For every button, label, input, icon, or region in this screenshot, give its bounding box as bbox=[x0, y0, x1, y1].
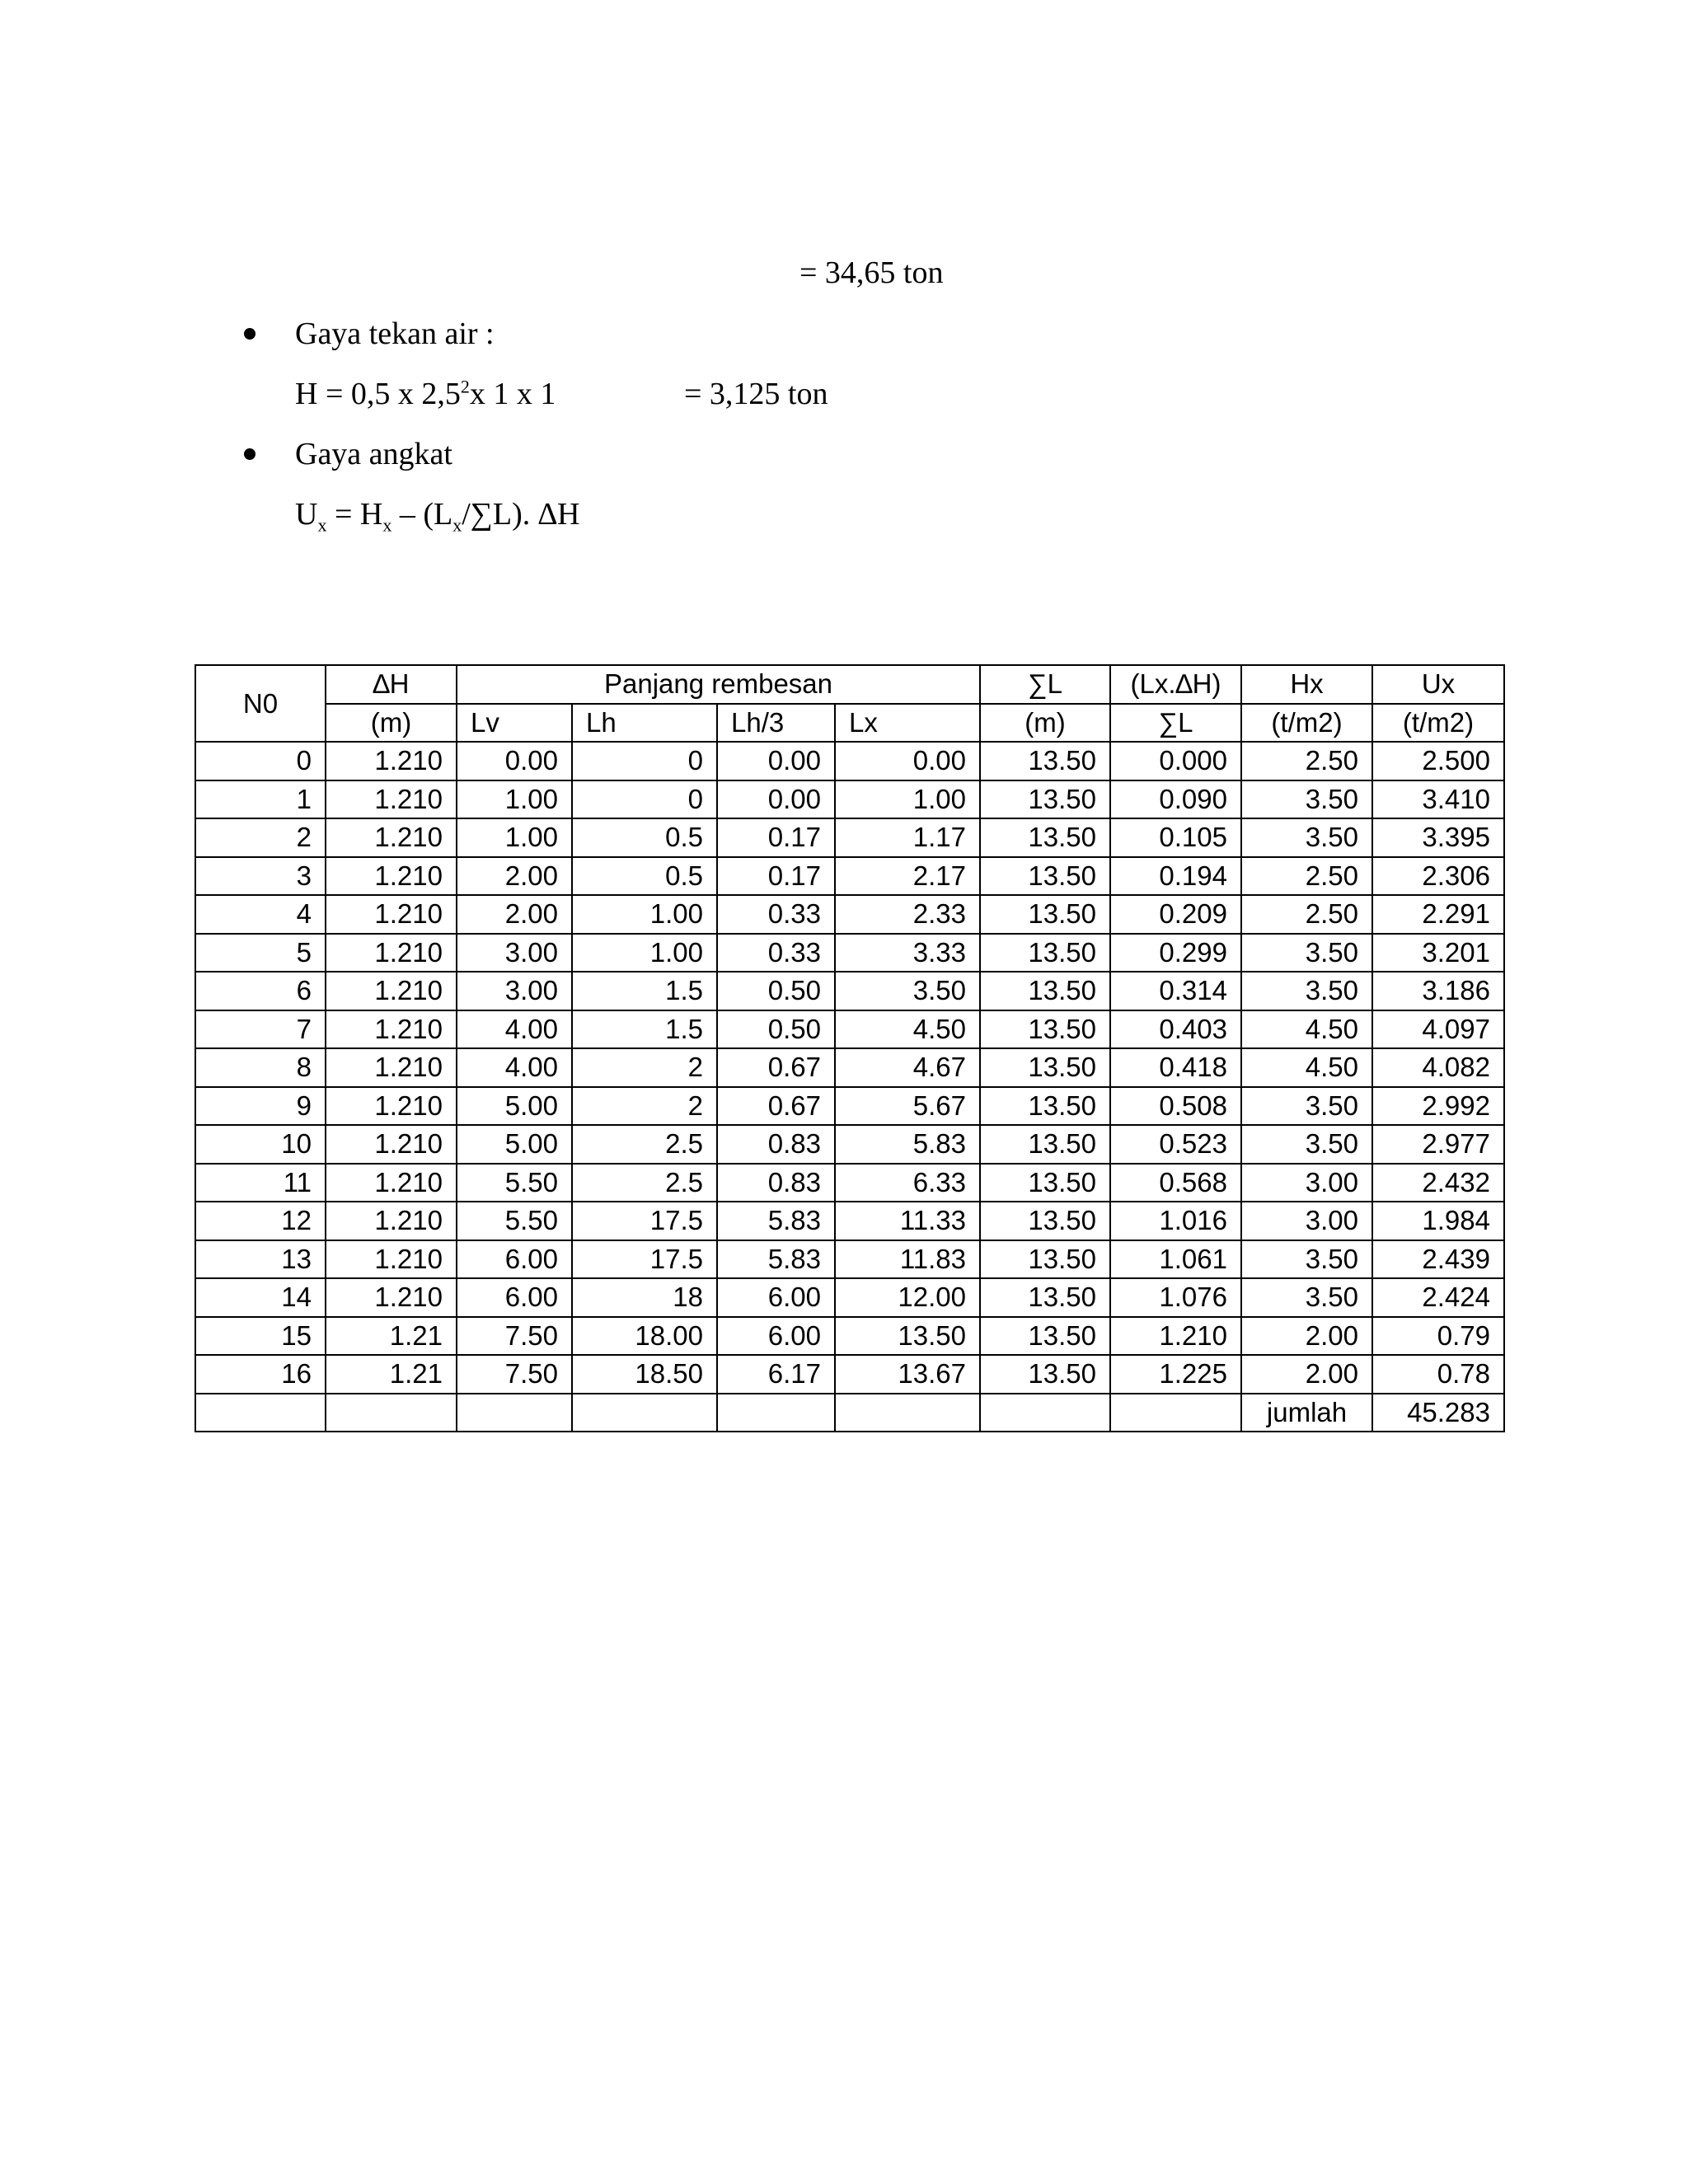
bullet-icon bbox=[244, 448, 256, 460]
cell-sum-l: 13.50 bbox=[980, 972, 1110, 1010]
item2-label: Gaya angkat bbox=[295, 437, 452, 471]
cell-lx: 4.50 bbox=[835, 1010, 980, 1049]
cell-ux: 2.306 bbox=[1372, 857, 1504, 896]
bullet-icon bbox=[244, 328, 256, 340]
cell-ux: 2.291 bbox=[1372, 895, 1504, 934]
cell-no: 13 bbox=[195, 1240, 326, 1279]
header-hx: Hx bbox=[1241, 665, 1372, 704]
cell-ratio: 1.076 bbox=[1110, 1278, 1241, 1317]
cell-empty bbox=[1110, 1394, 1241, 1432]
cell-ratio: 0.105 bbox=[1110, 818, 1241, 857]
cell-lv: 4.00 bbox=[457, 1010, 572, 1049]
total-value: 45.283 bbox=[1372, 1394, 1504, 1432]
cell-hx: 3.50 bbox=[1241, 1125, 1372, 1164]
cell-lh: 18 bbox=[572, 1278, 717, 1317]
cell-lv: 5.00 bbox=[457, 1125, 572, 1164]
cell-hx: 3.00 bbox=[1241, 1202, 1372, 1240]
table-header-row bbox=[195, 665, 1504, 704]
cell-ux: 4.082 bbox=[1372, 1048, 1504, 1087]
cell-ux: 3.201 bbox=[1372, 934, 1504, 972]
cell-sum-l: 13.50 bbox=[980, 1125, 1110, 1164]
cell-sum-l: 13.50 bbox=[980, 1087, 1110, 1126]
cell-dh: 1.21 bbox=[326, 1317, 457, 1356]
cell-hx: 3.50 bbox=[1241, 780, 1372, 819]
header-lh3: Lh/3 bbox=[717, 704, 835, 743]
cell-ratio: 0.299 bbox=[1110, 934, 1241, 972]
cell-ux: 2.992 bbox=[1372, 1087, 1504, 1126]
cell-ratio: 0.209 bbox=[1110, 895, 1241, 934]
cell-dh: 1.210 bbox=[326, 818, 457, 857]
cell-hx: 3.00 bbox=[1241, 1164, 1372, 1202]
cell-lv: 1.00 bbox=[457, 780, 572, 819]
header-sum-l: ∑L bbox=[980, 665, 1110, 704]
cell-lx: 2.33 bbox=[835, 895, 980, 934]
cell-hx: 2.50 bbox=[1241, 857, 1372, 896]
cell-lv: 3.00 bbox=[457, 934, 572, 972]
cell-lv: 2.00 bbox=[457, 895, 572, 934]
cell-lv: 5.50 bbox=[457, 1164, 572, 1202]
cell-dh: 1.210 bbox=[326, 780, 457, 819]
cell-ratio: 0.508 bbox=[1110, 1087, 1241, 1126]
cell-lv: 5.50 bbox=[457, 1202, 572, 1240]
table-row bbox=[195, 1164, 1504, 1202]
cell-ratio: 0.523 bbox=[1110, 1125, 1241, 1164]
cell-lh: 17.5 bbox=[572, 1202, 717, 1240]
cell-sum-l: 13.50 bbox=[980, 1164, 1110, 1202]
cell-sum-l: 13.50 bbox=[980, 1317, 1110, 1356]
header-lv: Lv bbox=[457, 704, 572, 743]
item1-label: Gaya tekan air : bbox=[295, 316, 495, 351]
cell-sum-l: 13.50 bbox=[980, 1202, 1110, 1240]
cell-lx: 11.83 bbox=[835, 1240, 980, 1279]
cell-lv: 2.00 bbox=[457, 857, 572, 896]
cell-ux: 2.439 bbox=[1372, 1240, 1504, 1279]
cell-lh3: 6.00 bbox=[717, 1278, 835, 1317]
cell-hx: 3.50 bbox=[1241, 1240, 1372, 1279]
table-row bbox=[195, 895, 1504, 934]
cell-lx: 4.67 bbox=[835, 1048, 980, 1087]
cell-ratio: 0.418 bbox=[1110, 1048, 1241, 1087]
cell-lh3: 0.00 bbox=[717, 780, 835, 819]
cell-dh: 1.210 bbox=[326, 857, 457, 896]
cell-dh: 1.210 bbox=[326, 1125, 457, 1164]
cell-lx: 2.17 bbox=[835, 857, 980, 896]
cell-ux: 3.410 bbox=[1372, 780, 1504, 819]
cell-lh3: 5.83 bbox=[717, 1202, 835, 1240]
cell-lx: 12.00 bbox=[835, 1278, 980, 1317]
cell-ratio: 0.568 bbox=[1110, 1164, 1241, 1202]
cell-hx: 4.50 bbox=[1241, 1010, 1372, 1049]
cell-dh: 1.210 bbox=[326, 1202, 457, 1240]
table-row bbox=[195, 972, 1504, 1010]
cell-lv: 4.00 bbox=[457, 1048, 572, 1087]
table-row bbox=[195, 1278, 1504, 1317]
cell-lh: 1.00 bbox=[572, 934, 717, 972]
cell-lh3: 0.33 bbox=[717, 934, 835, 972]
cell-no: 4 bbox=[195, 895, 326, 934]
cell-lv: 3.00 bbox=[457, 972, 572, 1010]
cell-lh3: 0.67 bbox=[717, 1048, 835, 1087]
header-dh-unit: (m) bbox=[326, 704, 457, 743]
table-row bbox=[195, 1010, 1504, 1049]
cell-dh: 1.210 bbox=[326, 934, 457, 972]
cell-lh3: 0.50 bbox=[717, 1010, 835, 1049]
cell-lh3: 0.33 bbox=[717, 895, 835, 934]
table-row bbox=[195, 1317, 1504, 1356]
cell-empty bbox=[457, 1394, 572, 1432]
cell-sum-l: 13.50 bbox=[980, 1048, 1110, 1087]
cell-sum-l: 13.50 bbox=[980, 1010, 1110, 1049]
cell-lv: 6.00 bbox=[457, 1278, 572, 1317]
cell-no: 15 bbox=[195, 1317, 326, 1356]
result-line: = 34,65 ton bbox=[799, 255, 944, 290]
cell-hx: 3.50 bbox=[1241, 818, 1372, 857]
table-row bbox=[195, 818, 1504, 857]
header-no: N0 bbox=[195, 665, 326, 742]
seepage-table bbox=[195, 664, 1505, 1432]
cell-no: 16 bbox=[195, 1355, 326, 1394]
cell-ratio: 0.314 bbox=[1110, 972, 1241, 1010]
cell-lh: 0.5 bbox=[572, 818, 717, 857]
table-row bbox=[195, 1240, 1504, 1279]
cell-sum-l: 13.50 bbox=[980, 1278, 1110, 1317]
header-ux: Ux bbox=[1372, 665, 1504, 704]
cell-dh: 1.210 bbox=[326, 1164, 457, 1202]
cell-lx: 0.00 bbox=[835, 742, 980, 780]
header-hx-unit: (t/m2) bbox=[1241, 704, 1372, 743]
cell-lh: 0 bbox=[572, 742, 717, 780]
cell-lx: 13.67 bbox=[835, 1355, 980, 1394]
header-panjang-rembesan: Panjang rembesan bbox=[457, 665, 980, 704]
cell-hx: 2.00 bbox=[1241, 1355, 1372, 1394]
cell-dh: 1.210 bbox=[326, 1010, 457, 1049]
cell-lv: 0.00 bbox=[457, 742, 572, 780]
cell-lh: 1.00 bbox=[572, 895, 717, 934]
cell-lh3: 6.00 bbox=[717, 1317, 835, 1356]
cell-ratio: 1.016 bbox=[1110, 1202, 1241, 1240]
table-header-row bbox=[195, 704, 1504, 743]
header-dh: ∆H bbox=[326, 665, 457, 704]
cell-lv: 7.50 bbox=[457, 1355, 572, 1394]
cell-no: 0 bbox=[195, 742, 326, 780]
item1-formula: H = 0,5 x $2,5^2x$ 1 x 1 bbox=[295, 376, 556, 411]
header-lx: Lx bbox=[835, 704, 980, 743]
cell-lx: 11.33 bbox=[835, 1202, 980, 1240]
table-row bbox=[195, 742, 1504, 780]
cell-dh: 1.210 bbox=[326, 742, 457, 780]
cell-sum-l: 13.50 bbox=[980, 818, 1110, 857]
cell-lh: 17.5 bbox=[572, 1240, 717, 1279]
table-row bbox=[195, 934, 1504, 972]
cell-ux: 2.500 bbox=[1372, 742, 1504, 780]
cell-no: 8 bbox=[195, 1048, 326, 1087]
cell-ratio: 1.061 bbox=[1110, 1240, 1241, 1279]
cell-ux: 1.984 bbox=[1372, 1202, 1504, 1240]
cell-lv: 7.50 bbox=[457, 1317, 572, 1356]
cell-lx: 5.67 bbox=[835, 1087, 980, 1126]
table-row bbox=[195, 1087, 1504, 1126]
cell-ux: 2.977 bbox=[1372, 1125, 1504, 1164]
cell-hx: 2.50 bbox=[1241, 742, 1372, 780]
cell-lh3: 6.17 bbox=[717, 1355, 835, 1394]
cell-no: 9 bbox=[195, 1087, 326, 1126]
cell-lh: 2 bbox=[572, 1048, 717, 1087]
cell-no: 11 bbox=[195, 1164, 326, 1202]
cell-lh3: 0.83 bbox=[717, 1125, 835, 1164]
cell-ratio: 0.000 bbox=[1110, 742, 1241, 780]
header-ratio: (Lx.∆H) bbox=[1110, 665, 1241, 704]
cell-lv: 1.00 bbox=[457, 818, 572, 857]
cell-no: 12 bbox=[195, 1202, 326, 1240]
cell-ux: 3.186 bbox=[1372, 972, 1504, 1010]
cell-empty bbox=[572, 1394, 717, 1432]
cell-lv: 6.00 bbox=[457, 1240, 572, 1279]
cell-lx: 13.50 bbox=[835, 1317, 980, 1356]
cell-sum-l: 13.50 bbox=[980, 1240, 1110, 1279]
cell-no: 5 bbox=[195, 934, 326, 972]
cell-hx: 3.50 bbox=[1241, 972, 1372, 1010]
cell-lv: 5.00 bbox=[457, 1087, 572, 1126]
table-row bbox=[195, 1048, 1504, 1087]
cell-empty bbox=[326, 1394, 457, 1432]
table-row bbox=[195, 1202, 1504, 1240]
cell-ux: 2.432 bbox=[1372, 1164, 1504, 1202]
cell-empty bbox=[717, 1394, 835, 1432]
cell-lh: 0 bbox=[572, 780, 717, 819]
cell-dh: 1.210 bbox=[326, 1087, 457, 1126]
cell-ratio: 1.225 bbox=[1110, 1355, 1241, 1394]
cell-ux: 0.78 bbox=[1372, 1355, 1504, 1394]
cell-hx: 2.50 bbox=[1241, 895, 1372, 934]
cell-hx: 3.50 bbox=[1241, 1278, 1372, 1317]
cell-no: 10 bbox=[195, 1125, 326, 1164]
cell-lh: 2.5 bbox=[572, 1125, 717, 1164]
cell-no: 1 bbox=[195, 780, 326, 819]
table-row bbox=[195, 857, 1504, 896]
cell-lh3: 0.00 bbox=[717, 742, 835, 780]
cell-dh: 1.210 bbox=[326, 1240, 457, 1279]
cell-lx: 3.50 bbox=[835, 972, 980, 1010]
cell-sum-l: 13.50 bbox=[980, 1355, 1110, 1394]
table-row bbox=[195, 1355, 1504, 1394]
cell-dh: 1.21 bbox=[326, 1355, 457, 1394]
cell-lh3: 0.83 bbox=[717, 1164, 835, 1202]
cell-empty bbox=[980, 1394, 1110, 1432]
cell-sum-l: 13.50 bbox=[980, 742, 1110, 780]
total-label: jumlah bbox=[1241, 1394, 1372, 1432]
cell-lh3: 5.83 bbox=[717, 1240, 835, 1279]
header-ratio-denominator: ∑L bbox=[1110, 704, 1241, 743]
cell-no: 7 bbox=[195, 1010, 326, 1049]
cell-lx: 1.00 bbox=[835, 780, 980, 819]
item2-formula: $U_x = H_x - (L_x/\sum L)$. ∆H bbox=[295, 497, 580, 536]
cell-lx: 3.33 bbox=[835, 934, 980, 972]
cell-hx: 4.50 bbox=[1241, 1048, 1372, 1087]
cell-hx: 3.50 bbox=[1241, 934, 1372, 972]
cell-dh: 1.210 bbox=[326, 1048, 457, 1087]
cell-lx: 1.17 bbox=[835, 818, 980, 857]
header-sum-l-unit: (m) bbox=[980, 704, 1110, 743]
cell-no: 3 bbox=[195, 857, 326, 896]
item1-result: = 3,125 ton bbox=[684, 377, 828, 411]
table-total-row bbox=[195, 1394, 1504, 1432]
cell-dh: 1.210 bbox=[326, 1278, 457, 1317]
cell-sum-l: 13.50 bbox=[980, 780, 1110, 819]
cell-lh3: 0.17 bbox=[717, 818, 835, 857]
table-row bbox=[195, 780, 1504, 819]
cell-ratio: 0.403 bbox=[1110, 1010, 1241, 1049]
cell-lh: 1.5 bbox=[572, 972, 717, 1010]
cell-ux: 0.79 bbox=[1372, 1317, 1504, 1356]
cell-ratio: 0.090 bbox=[1110, 780, 1241, 819]
cell-ux: 4.097 bbox=[1372, 1010, 1504, 1049]
table-row bbox=[195, 1125, 1504, 1164]
cell-lh3: 0.50 bbox=[717, 972, 835, 1010]
cell-ux: 3.395 bbox=[1372, 818, 1504, 857]
cell-sum-l: 13.50 bbox=[980, 857, 1110, 896]
header-lh: Lh bbox=[572, 704, 717, 743]
header-ux-unit: (t/m2) bbox=[1372, 704, 1504, 743]
cell-lh: 1.5 bbox=[572, 1010, 717, 1049]
cell-hx: 2.00 bbox=[1241, 1317, 1372, 1356]
cell-lx: 5.83 bbox=[835, 1125, 980, 1164]
cell-lh: 2.5 bbox=[572, 1164, 717, 1202]
cell-lx: 6.33 bbox=[835, 1164, 980, 1202]
cell-lh3: 0.67 bbox=[717, 1087, 835, 1126]
cell-hx: 3.50 bbox=[1241, 1087, 1372, 1126]
cell-dh: 1.210 bbox=[326, 895, 457, 934]
cell-lh3: 0.17 bbox=[717, 857, 835, 896]
cell-sum-l: 13.50 bbox=[980, 934, 1110, 972]
cell-no: 6 bbox=[195, 972, 326, 1010]
cell-empty bbox=[835, 1394, 980, 1432]
cell-empty bbox=[195, 1394, 326, 1432]
cell-ratio: 1.210 bbox=[1110, 1317, 1241, 1356]
cell-lh: 2 bbox=[572, 1087, 717, 1126]
cell-ux: 2.424 bbox=[1372, 1278, 1504, 1317]
cell-dh: 1.210 bbox=[326, 972, 457, 1010]
cell-no: 14 bbox=[195, 1278, 326, 1317]
cell-no: 2 bbox=[195, 818, 326, 857]
cell-sum-l: 13.50 bbox=[980, 895, 1110, 934]
cell-lh: 18.00 bbox=[572, 1317, 717, 1356]
cell-lh: 18.50 bbox=[572, 1355, 717, 1394]
cell-lh: 0.5 bbox=[572, 857, 717, 896]
cell-ratio: 0.194 bbox=[1110, 857, 1241, 896]
